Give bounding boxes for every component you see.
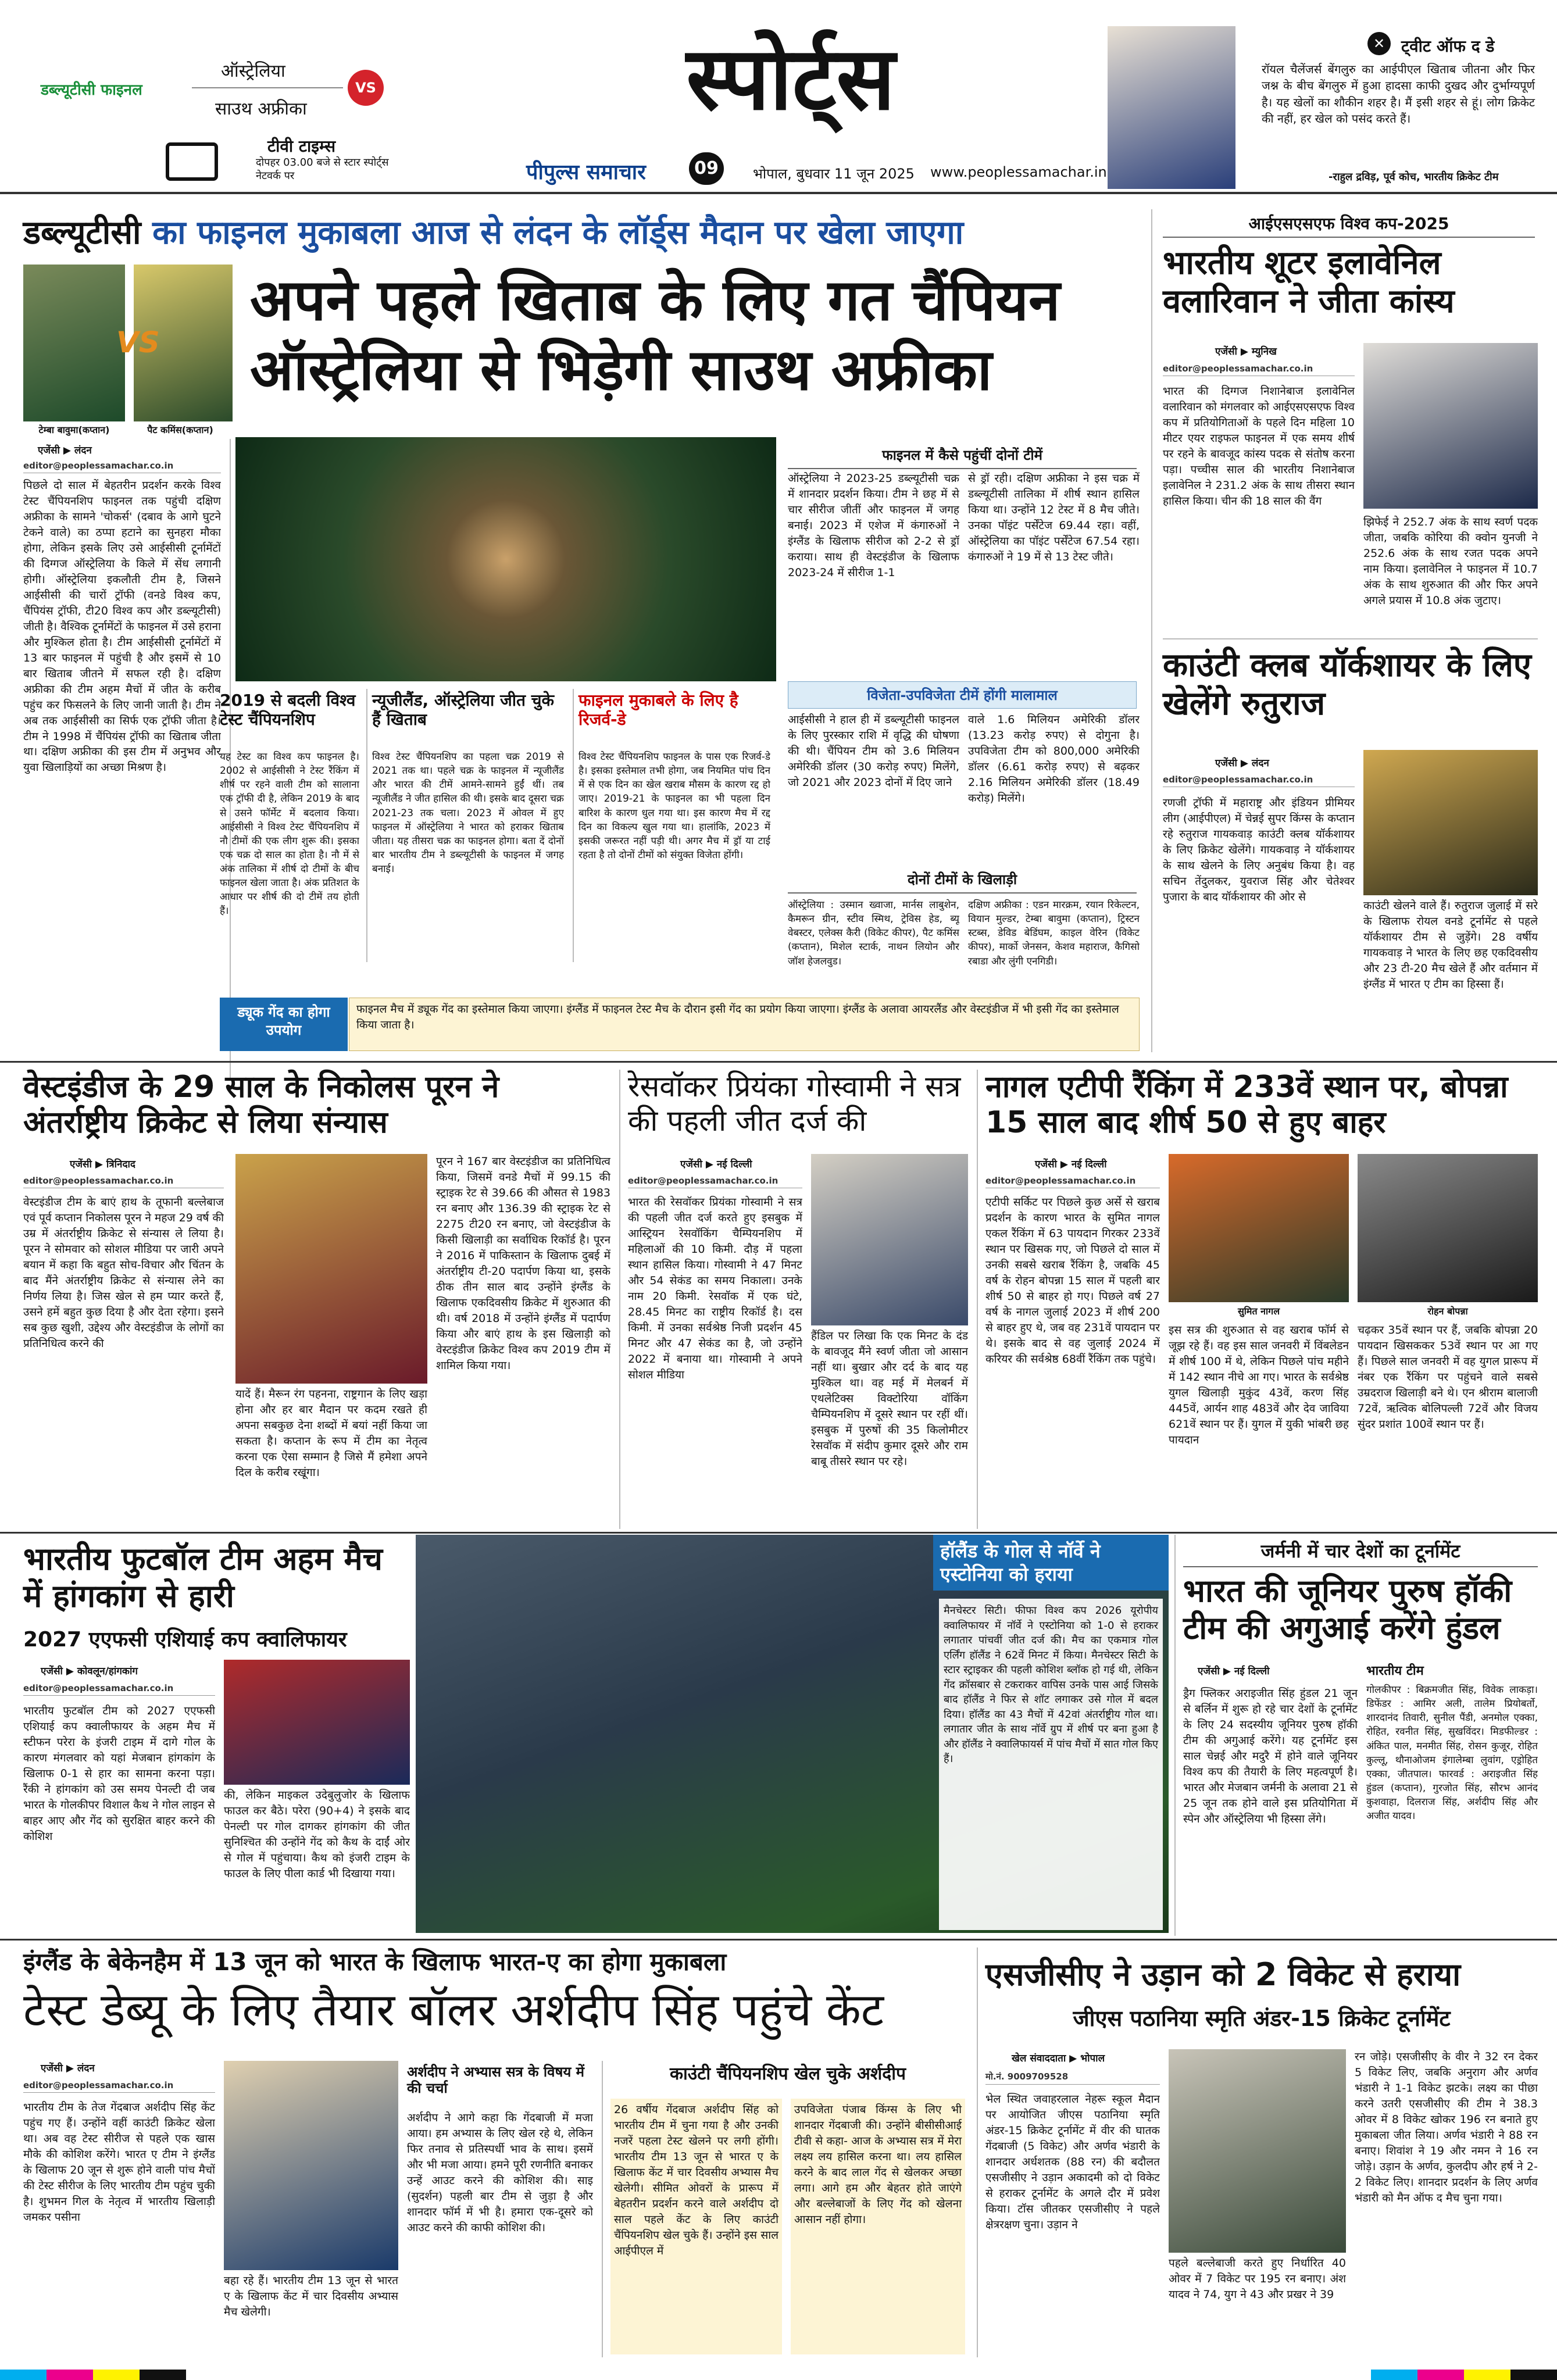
pooran-headline: वेस्टइंडीज के 29 साल के निकोलस पूरन ने अंतर्राष्ट्रीय क्रिकेट से लिया संन्यास: [23, 1070, 499, 1141]
arshdeep-photo: [224, 2061, 398, 2270]
wtc-kicker: [23, 214, 1151, 252]
hockey-byline: एजेंसी ▶ नई दिल्ली: [1198, 1666, 1270, 1677]
priyanka-byline: एजेंसी ▶ नई दिल्ली: [680, 1159, 752, 1170]
bopanna-photo: [1358, 1154, 1538, 1302]
wtc-sub2-title: न्यूजीलैंड, ऑस्ट्रेलिया जीत चुके हैं खिताब: [372, 691, 555, 730]
squads-title: दोनों टीमों के खिलाड़ी: [788, 866, 1137, 894]
football-subhead: 2027 एएफसी एशियाई कप क्वालिफायर: [23, 1628, 347, 1652]
sgca-body-3: रन जोड़े। एसजीसीए के वीर ने 32 रन देकर 5 विकेट लिए, जबकि अनुराग और अर्णव भंडारी ने 1-1 विकेट झटके। लक्ष्य का पीछा करने उतरी एसजीसीए की टीम ने 38.3 ओवर में 8 विकेट खोकर 196 रन बनाते हुए मुकाबला जीत लिया। अर्णव भंडारी ने 88 रन बनाए। शिवांश ने 19 और नमन ने 16 रन जोड़े। उड़ान के अर्णव, कुलदीप और हर्ष ने 2-2 विकेट लिए। शानदार प्रदर्शन के लिए अर्णव भंडारी को मैन ऑफ द मैच चुना गया।: [1355, 2050, 1538, 2204]
path-body-2: से ड्रॉ रही। दक्षिण अफ्रीका ने इस चक्र में डब्ल्यूटीसी तालिका में शीर्ष स्थान हासिल किया था। उन्होंने 12 टेस्ट में 8 मैच जीते। उनका पॉइंट पर्सेंटेज 69.44 रहा। वहीं, ऑस्ट्रेलिया का पॉइंट पर्सेंटेज 67.54 रहा। कंगारुओं ने 19 में से 13 टेस्ट जीते।: [968, 472, 1140, 563]
sgca-subhead: जीएस पठानिया स्मृति अंडर-15 क्रिकेट टूर्नामेंट: [1073, 2006, 1451, 2031]
hockey-team-title: भारतीय टीम: [1366, 1664, 1424, 1678]
shooter-body-1: भारत की दिग्गज निशानेबाज इलावेनिल वलारिवान को मंगलवार को आईएसएसएफ विश्व कप में प्रतियोगिताओं के पहले दिन महिला 10 मीटर एयर राइफल फाइनल में एक समय शीर्ष पर रहने के बावजूद कांस्य पदक से संतोष करना पड़ा। पच्चीस साल की भारतीय निशानेबाज इलावेनिल ने 231.2 अंक के साथ तीसरा स्थान हासिल किया। चीन की 18 साल की वैंग: [1163, 385, 1355, 508]
sgca-phone: मो.नं. 9009709528: [985, 2071, 1160, 2085]
paper-name: पीपुल्स समाचार: [526, 160, 646, 184]
wtc-sub2-body: विश्व टेस्ट चैंपियनशिप का पहला चक्र 2019 से 2021 तक था। पहले चक्र के फाइनल में न्यूजीलैंड और भारत की टीमें आमने-सामने हुईं थीं। तब न्यूजीलैंड ने जीत हासिल की थी। इसके बाद दूसरा चक्र 2021-23 तक चला। 2023 में ओवल में हुए फाइनल में ऑस्ट्रेलिया ने भारत को हराकर खिताब जीता। यह तीसरा चक्र का फाइनल होगा। बता दें दोनों बार भारतीय टीम ने डब्ल्यूटीसी के फाइनल में जगह बनाई।: [372, 751, 564, 875]
shooter-photo: [1363, 343, 1538, 509]
wtc-sub3-body: विश्व टेस्ट चैंपियनशिप फाइनल के पास एक रिजर्व-डे है। इसका इस्तेमाल तभी होगा, जब नियमित पांच दिन में से एक दिन का खेल खराब मौसम के कारण रद्द हो जाए। 2019-21 के फाइनल का भी पहला दिन बारिश के कारण धुल गया था। इस कारण मैच में रद्द दिन का विकल्प खुल गया था। हालांकि, 2023 में इसकी जरूरत नहीं पड़ी थी। अगर मैच में ड्रॉ या टाई रहता है तो दोनों टीमों को संयुक्त विजेता होंगी।: [578, 751, 770, 861]
sgca-photo: [1169, 2049, 1346, 2253]
registration-strip-c: [0, 2370, 47, 2380]
registration-strip-y: [93, 2370, 140, 2380]
x-icon: ✕: [1367, 32, 1391, 55]
vs-badge: VS: [348, 70, 384, 106]
tweet-author: -राहुल द्रविड़, पूर्व कोच, भारतीय क्रिकेट टीम: [1329, 171, 1499, 183]
nagal-caption: सुमित नागल: [1237, 1306, 1280, 1317]
hockey-body: ड्रैग फ्लिकर अराइजीत सिंह हुंडल 21 जून से बर्लिन में शुरू हो रहे चार देशों के टूर्नामेंट के लिए 24 सदस्यीय जूनियर पुरुष हॉकी टीम की अगुआई करेंगे। यह टूर्नामेंट इस साल चेन्नई और मदुरै में होने वाले जूनियर विश्व कप की तैयारी के लिए महत्वपूर्ण है। भारत और मेजबान जर्मनी के अलावा 21 से 25 जून तक होने वाले इस प्रतियोगिता में स्पेन और ऑस्ट्रेलिया भी हिस्सा लेंगे।: [1183, 1687, 1358, 1825]
hockey-kicker: जर्मनी में चार देशों का टूर्नामेंट: [1183, 1541, 1538, 1567]
arshdeep-headline: टेस्ट डेब्यू के लिए तैयार बॉलर अर्शदीप सिंह पहुंचे केंट: [23, 1984, 884, 2036]
registration-strip-k: [140, 2370, 186, 2380]
prize-title: विजेता-उपविजेता टीमें होंगी मालामाल: [788, 681, 1137, 709]
duke-text: फाइनल मैच में ड्यूक गेंद का इस्तेमाल किया जाएगा। इंग्लैंड में फाइनल टेस्ट मैच के दौरान इसी गेंद का प्रयोग किया जाएगा। इंग्लैंड के अलावा आयरलैंड और वेस्टइंडीज में भी इसी गेंद का इस्तेमाल किया जाता है।: [349, 998, 1140, 1051]
registration-strip-k2: [1510, 2370, 1557, 2380]
haaland-overlay: हॉलैंड के गोल से नॉर्वे ने एस्टोनिया को हराया: [933, 1535, 1169, 1591]
arshdeep-email: editor@peoplessamachar.co.in: [23, 2080, 215, 2093]
pooran-body-1: वेस्टइंडीज टीम के बाएं हाथ के तूफानी बल्लेबाज एवं पूर्व कप्तान निकोलस पूरन ने महज 29 वर्ष की उम्र में अंतर्राष्ट्रीय क्रिकेट से संन्यास ले लिया है। पूरन ने सोमवार को सोशल मीडिया पर जारी अपने बयान में कहा कि बहुत सोच-विचार और चिंतन के बाद मैंने अंतर्राष्ट्रीय क्रिकेट से संन्यास लेने का निर्णय लिया है। जिस खेल से हम प्यार करते हैं, उसने हमें बहुत कुछ दिया है और देता रहेगा। इसने सब कुछ खुशी, उद्देश्य और वेस्टइंडीज के लोगों का प्रतिनिधित्व करने की: [23, 1196, 224, 1350]
wtc-kicker-b: का फाइनल मुकाबला आज से लंदन के लॉर्ड्स मैदान पर खेला जाएगा: [152, 214, 964, 252]
priyanka-headline: रेसवॉकर प्रियंका गोस्वामी ने सत्र की पहली जीत दर्ज की: [628, 1070, 961, 1138]
wtc-email: editor@peoplessamachar.co.in: [23, 460, 221, 473]
tv-text: दोपहर 03.00 बजे से स्टार स्पोर्ट्स नेटवर्क पर: [256, 156, 389, 183]
sgca-byline: खेल संवाददाता ▶ भोपाल: [1012, 2053, 1105, 2064]
team1-label: ऑस्ट्रेलिया: [221, 61, 285, 81]
bopanna-caption: रोहन बोपन्ना: [1427, 1306, 1468, 1317]
wtc-label: डब्ल्यूटीसी फाइनल: [41, 81, 142, 99]
ruturaj-body-1: रणजी ट्रॉफी में महाराष्ट्र और इंडियन प्रीमियर लीग (आईपीएल) में चेन्नई सुपर किंग्स के कप्तान रहे रुतुराज गायकवाड़ काउंटी क्लब यॉर्कशायर के लिए क्रिकेट खेलेंगे। गायकवाड़ ने यॉर्कशायर के साथ खेलने के लिए अनुबंध किया है। वह सचिन तेंदुलकर, युवराज सिंह और चेतेश्वर पुजारा के बाद यॉर्कशायर की ओर से: [1163, 796, 1355, 903]
squad-aus: ऑस्ट्रेलिया : उस्मान ख्वाजा, मार्नस लाबुशेन, कैमरून ग्रीन, स्टीव स्मिथ, ट्रेविस हेड, ब्यू वेबस्टर, एलेक्स कैरी (विकेट कीपर), पैट कमिंस (कप्तान), मिशेल स्टार्क, नाथन लियोन और जॉश हेजलवुड।: [788, 899, 959, 967]
team2-label: साउथ अफ्रीका: [215, 99, 307, 119]
sgca-body-2: पहले बल्लेबाजी करते हुए निर्धारित 40 ओवर में 7 विकेट पर 195 रन बनाए। अंश यादव ने 74, युग ने 43 और प्रखर ने 39: [1169, 2257, 1346, 2301]
tweet-label: ट्वीट ऑफ द डे: [1401, 37, 1495, 56]
nagal-body-2: इस सत्र की शुरुआत से वह खराब फॉर्म से जूझ रहे हैं। वह इस साल जनवरी में विंबलेडन में शीर्ष 100 में थे, लेकिन पिछले पांच महीने में 142 स्थान नीचे आ गए। भारत के सर्वश्रेष्ठ युगल खिलाड़ी मुकुंद 43वें, करण सिंह 445वें, आर्यन शाह 483वें और देव जाविया 621वें स्थान पर हैं। युगल में युकी भांबरी छह पायदान: [1169, 1324, 1349, 1446]
nagal-byline: एजेंसी ▶ नई दिल्ली: [1035, 1159, 1107, 1170]
wtc-sub3-title: फाइनल मुकाबले के लिए है रिजर्व-डे: [578, 691, 738, 730]
squad-sa: दक्षिण अफ्रीका : एडन मारक्रम, रयान रिकेल्टन, वियान मुल्डर, टेम्बा बावुमा (कप्तान), ट्रिस्टन स्टब्स, डेविड बेडिंघम, काइल वेरिन (विकेट कीपर), मार्को जेनसन, केशव महाराज, कैगिसो रबाडा और लुंगी एनगिडी।: [968, 899, 1140, 967]
pooran-body-3: पूरन ने 167 बार वेस्टइंडीज का प्रतिनिधित्व किया, जिसमें वनडे मैचों में 99.15 की स्ट्राइक रेट से 39.66 की औसत से 1983 रन बनाए और 136.39 की स्ट्राइक रेट से 2275 टी20 रन बनाए, जो वेस्टइंडीज के किसी खिलाड़ी का सर्वाधिक रिकॉर्ड है। पूरन ने 2016 में पाकिस्तान के खिलाफ दुबई में अंतर्राष्ट्रीय टी-20 पदार्पण किया था, इसके ठीक तीन साल बाद उन्होंने इंग्लैंड के खिलाफ एकदिवसीय क्रिकेट में शुरुआत की थी। वर्ष 2018 में उन्होंने इंग्लैंड में पदार्पण किया और बाएं हाथ के इस खिलाड़ी को वेस्टइंडीज क्रिकेट विश्व कप 2019 टीम में शामिल किया गया।: [436, 1155, 610, 1372]
county-body-2: उपविजेता पंजाब किंग्स के लिए भी शानदार गेंदबाजी की। उन्होंने बीसीसीआई टीवी से कहा- आज के अभ्यास सत्र में मेरा लक्ष्य लय हासिल करना था। लय हासिल करने के बाद लाल गेंद से खेलकर अच्छा लगा। आगे हम और बेहतर होते जाएंगे और बल्लेबाजों के लिए गेंद को खेलना आसान नहीं होगा।: [791, 2099, 965, 2354]
tv-label: टीवी टाइम्स: [267, 137, 336, 156]
nagal-body-3: चढ़कर 35वें स्थान पर हैं, जबकि बोपन्ना 20 पायदान खिसककर 53वें स्थान पर आ गए हैं। पिछले साल जनवरी में वह युगल प्रारूप में नंबर एक रैंकिंग पर पहुंचने वाले सबसे उम्रदराज खिलाड़ी बने थे। एन श्रीराम बालाजी 72वें, ऋत्विक बोलिपल्ली 72वें और विजय सुंदर प्रशांत 100वें स्थान पर हैं।: [1358, 1324, 1538, 1431]
prize-body-2: वाले 1.6 मिलियन अमेरिकी डॉलर (13.23 करोड़ रुपए) से दोगुना है। उपविजेता टीम को 800,000 अमेरिकी डॉलर (6.61 करोड़ रुपए) से बढ़कर 2.16 मिलियन अमेरिकी डॉलर (18.49 करोड़) मिलेंगे।: [968, 713, 1140, 805]
priyanka-body-1: भारत की रेसवॉकर प्रियंका गोस्वामी ने सत्र की पहली जीत दर्ज करते हुए इसबुक में आस्ट्रियन रेसवॉकिंग चैम्पियनशिप में महिलाओं की 10 किमी. दौड़ में पहला स्थान हासिल किया। गोस्वामी ने 47 मिनट और 54 सेकंड का समय निकाला। उनके नाम 20 किमी. रेसवॉक में एक घंटे, 28.45 मिनट का राष्ट्रीय रिकॉर्ड है। दस किमी. में उनका सर्वश्रेष्ठ निजी प्रदर्शन 45 मिनट और 47 सेकंड का है, जो उन्होंने 2022 में बनाया था। गोस्वामी ने अपने सोशल मीडिया: [628, 1196, 802, 1381]
ruturaj-headline: काउंटी क्लब यॉर्कशायर के लिए खेलेंगे रुतुराज: [1163, 646, 1531, 723]
tv-icon: [166, 142, 218, 181]
ruturaj-body-2: काउंटी खेलने वाले हैं। रुतुराज जुलाई में सरे के खिलाफ रोयल वनडे टूर्नामेंट से पहले यॉर्कशायर टीम से जुड़ेंगे। 28 वर्षीय गायकवाड़ ने भारत के लिए छह एकदिवसीय और 23 टी-20 मैच खेले हैं और वर्तमान में इंग्लैंड में भारत ए टीम का हिस्सा हैं।: [1363, 899, 1538, 991]
arshdeep-sub-title: अर्शदीप ने अभ्यास सत्र के विषय में की चर्चा: [407, 2064, 584, 2097]
tweet-text: रॉयल चैलेंजर्स बेंगलुरु का आईपीएल खिताब जीतना और फिर जश्न के बीच बेंगलुरु में हुआ हादसा काफी दुखद और दुर्भाग्यपूर्ण है। यह खेलों का शौकीन शहर है। मैं इसी शहर से हूं। लोग क्रिकेट की नहीं, हर खेल को पसंद करते हैं।: [1262, 62, 1535, 126]
nagal-headline: नागल एटीपी रैंकिंग में 233वें स्थान पर, बोपन्ना 15 साल बाद शीर्ष 50 से हुए बाहर: [985, 1070, 1508, 1141]
county-title: काउंटी चैंपियनशिप खेल चुके अर्शदीप: [669, 2064, 906, 2084]
prize-body-1: आईसीसी ने हाल ही में डब्ल्यूटीसी फाइनल के लिए पुरस्कार राशि में वृद्धि की घोषणा की थी। चैंपियन टीम को 3.6 मिलियन अमेरिकी डॉलर (30 करोड़ रुपए) मिलेंगे, जो 2021 और 2023 दोनों में दिए जाने: [788, 713, 959, 789]
registration-strip-m: [47, 2370, 93, 2380]
football-byline: एजेंसी ▶ कोवलून/हांगकांग: [41, 1666, 138, 1677]
shooter-kicker: आईएसएसएफ विश्व कप-2025: [1163, 214, 1535, 238]
arshdeep-body-2: बहा रहे हैं। भारतीय टीम 13 जून से भारत ए के खिलाफ केंट में चार दिवसीय अभ्यास मैच खेलेगी।: [224, 2274, 398, 2318]
wtc-headline-1: अपने पहले खिताब के लिए गत चैंपियन: [250, 267, 1060, 334]
bavuma-photo: [23, 265, 125, 421]
nagal-photo: [1169, 1154, 1349, 1302]
hockey-headline: भारत की जूनियर पुरुष हॉकी टीम की अगुआई करेंगे हुंडल: [1183, 1573, 1512, 1646]
shooter-email: editor@peoplessamachar.co.in: [1163, 363, 1355, 376]
dateline: भोपाल, बुधवार 11 जून 2025: [753, 166, 915, 182]
registration-strip-m2: [1417, 2370, 1464, 2380]
pooran-email: editor@peoplessamachar.co.in: [23, 1175, 224, 1188]
shooter-body-2: झिफेई ने 252.7 अंक के साथ स्वर्ण पदक जीता, जबकि कोरिया की क्वोन युनजी ने 252.6 अंक के साथ रजत पदक अपने नाम किया। इलावेनिल ने फाइनल में 10.7 अंक के साथ शुरुआत की और फिर अपने अगले प्रयास में 10.8 अंक जुटाए।: [1363, 516, 1538, 607]
ruturaj-photo: [1363, 750, 1538, 895]
football-body-1: भारतीय फुटबॉल टीम को 2027 एएफसी एशियाई कप क्वालीफायर के अहम मैच में स्टीफन परेरा के इंजरी टाइम में दागे गोल के कारण मंगलवार को यहां मेजबान हांगकांग के खिलाफ 0-1 से हार का सामना करना पड़ा। रैंकी ने हांगकांग को उस समय पेनल्टी दी जब भारत के गोलकीपर विशाल कैथ ने गोल लाइन से बाहर आए और गेंद को सुरक्षित बाहर करने की कोशिश: [23, 1704, 215, 1843]
masthead: [0, 0, 1557, 198]
football-email: editor@peoplessamachar.co.in: [23, 1683, 215, 1696]
path-body-1: ऑस्ट्रेलिया ने 2023-25 डब्ल्यूटीसी चक्र में शानदार प्रदर्शन किया। टीम ने छह में से चार सीरीज जीतीं और फाइनल में जगह बनाई। 2023 में एशेज में कंगारुओं ने इंग्लैंड के खिलाफ सीरीज को 2-2 से ड्रॉ कराया। साथ ही वेस्टइंडीज के खिलाफ 2023-24 में सीरीज 1-1: [788, 472, 959, 579]
vs-graphic: VS: [116, 326, 160, 359]
nagal-email: editor@peoplessamachar.co.in: [985, 1175, 1160, 1188]
wtc-body: पिछले दो साल में बेहतरीन प्रदर्शन करके विश्व टेस्ट चैंपियनशिप फाइनल तक पहुंची दक्षिण अफ्रीका के सामने 'चोकर्स' (दबाव के आगे घुटने टेकने वाले) का ठप्पा हटाने का सुनहरा मौका होगा, लेकिन इसके लिए उसे आईसीसी टूर्नामेंटों की दिग्गज ऑस्ट्रेलिया के किले में सेंध लगानी होगी। ऑस्ट्रेलिया इकलौती टीम है, जिसने आईसीसी की चारों ट्रॉफी (वनडे विश्व कप, चैंपियंस ट्रॉफी, टी20 विश्व कप और डब्ल्यूटीसी) जीती है। वैश्विक टूर्नामेंटों के फाइनल में उसे हराना और मुश्किल होता है। टीम आईसीसी टूर्नामेंटों में 13 बार फाइनल में पहुंची है और इसमें से 10 बार खिताब जीतने में सफल रही है। दक्षिण अफ्रीका की टीम अहम मैचों में जीत के करीब पहुंच कर फिसलने के लिए जानी जाती है। टीम ने अब तक आईसीसी का सिर्फ एक ट्रॉफी जीता है। टीम ने 1998 में चैंपियंस ट्रॉफी का खिताब जीता था। दक्षिण अफ्रीका की इस टीम में अनुभव और युवा खिलाड़ियों का अच्छा मिश्रण है।: [23, 479, 221, 774]
dravid-photo: [1108, 26, 1235, 189]
hockey-team: गोलकीपर : बिक्रमजीत सिंह, विवेक लाकड़ा। डिफेंडर : आमिर अली, तालेम प्रियोबर्तो, शारदानंद तिवारी, सुनील पैंडी, अनमोल एक्का, रोहित, रवनीत सिंह, सुखविंदर। मिडफील्डर : अंकित पाल, मनमीत सिंह, रोसन कुजूर, रोहित कुल्लू, थौनाओजम इंगालेम्बा लुवांग, एड्रोहित एक्का, जीतपाल। फारवर्ड : अराइजीत सिंह हुंडल (कप्तान), गुरजोत सिंह, सौरभ आनंद कुशवाहा, दिलराज सिंह, अर्शदीप सिंह और अजीत यादव।: [1366, 1684, 1538, 1822]
wtc-sub1-body: यह टेस्ट का विश्व कप फाइनल है। 2002 से आईसीसी ने टेस्ट रैंकिंग में शीर्ष पर रहने वाली टीम को सालाना एक ट्रॉफी दी है, लेकिन 2019 के बाद से उसने फॉर्मेट में बदलाव किया। आईसीसी ने विश्व टेस्ट चैंपियनशिप में नौ टीमों की एक लीग शुरू की। इसका एक चक्र दो साल का होता है। नौ में से अंक तालिका में शीर्ष दो टीमों के बीच फाइनल खेला जाता है। अंक प्रतिशत के आधार पर शीर्ष की दो टीमें तय होती हैं।: [220, 751, 359, 917]
arshdeep-body-1: भारतीय टीम के तेज गेंदबाज अर्शदीप सिंह केंट पहुंच गए हैं। उन्होंने वहीं काउंटी क्रिकेट खेला था। अब वह टेस्ट सीरीज से पहले एक खास मौके की कोशिश करेंगे। भारत ए टीम ने इंग्लैंड के खिलाफ 20 जून से शुरू होने वाली पांच मैचों की टेस्ट सीरीज के लिए भारतीय टीम पहुंच चुकी है। शुभमन गिल के नेतृत्व में भारतीय खिलाड़ी जमकर पसीना: [23, 2101, 215, 2224]
pooran-byline: एजेंसी ▶ त्रिनिदाद: [70, 1159, 135, 1170]
pooran-body-2: यादें हैं। मैरून रंग पहनना, राष्ट्रगान के लिए खड़ा होना और हर बार मैदान पर कदम रखते ही अपना सबकुछ देना शब्दों में बयां नहीं किया जा सकता है। कप्तान के रूप में टीम का नेतृत्व करना एक ऐसा सम्मान है जिसे मैं हमेशा अपने दिल के करीब रखूंगा।: [235, 1388, 427, 1479]
shooter-byline: एजेंसी ▶ म्युनिख: [1215, 346, 1277, 358]
ruturaj-email: editor@peoplessamachar.co.in: [1163, 774, 1355, 787]
section-title: स्पोर्ट्स: [686, 27, 895, 130]
football-body-2: की, लेकिन माइकल उदेबुलुजोर के खिलाफ फाउल कर बैठे। परेरा (90+4) ने इसके बाद पेनल्टी पर गोल दागकर हांगकांग की जीत सुनिश्चित की उन्होंने गेंद को कैथ के दाईं ओर से गोल में पहुंचाया। कैथ को इंजरी टाइम के फाउल के लिए पीला कार्ड भी दिखाया गया।: [224, 1789, 410, 1880]
duke-label: ड्यूक गेंद का होगा उपयोग: [220, 998, 348, 1051]
pooran-photo: [235, 1154, 427, 1384]
cummins-caption: पैट कमिंस(कप्तान): [147, 424, 213, 435]
shooter-headline: भारतीय शूटर इलावेनिल वलारिवान ने जीता कांस्य: [1163, 244, 1455, 321]
arshdeep-kicker: इंग्लैंड के बेकेनहैम में 13 जून को भारत के खिलाफ भारत-ए का होगा मुकाबला: [23, 1947, 727, 1976]
wtc-headline-2: ऑस्ट्रेलिया से भिड़ेगी साउथ अफ्रीका: [250, 337, 992, 403]
path-title: फाइनल में कैसे पहुंचीं दोनों टीमें: [788, 442, 1137, 469]
ruturaj-byline: एजेंसी ▶ लंदन: [1215, 757, 1269, 769]
priyanka-body-2: हैंडिल पर लिखा कि एक मिनट के दंड के बावजूद मैंने स्वर्ण जीता जो आसान नहीं था। बुखार और दर्द के बाद यह मुश्किल था। वह मई में मेलबर्न में एथलेटिक्स विक्टोरिया वॉकिंग चैम्पियनशिप में दूसरे स्थान पर रहीं थीं। इसबुक में पुरुषों की 35 किलोमीटर रेसवॉक में संदीप कुमार दूसरे और राम बाबू तीसरे स्थान पर रहे।: [811, 1330, 968, 1468]
priyanka-email: editor@peoplessamachar.co.in: [628, 1175, 802, 1188]
registration-strip-c2: [1371, 2370, 1417, 2380]
arshdeep-sub-body: अर्शदीप ने आगे कहा कि गेंदबाजी में मजा आया। हम अभ्यास के लिए खेल रहे थे, लेकिन फिर तनाव से प्रतिस्पर्धी भाव के साथ। इसमें और भी मजा आया। हमने पूरी रणनीति बनाकर उन्हें आउट करने की कोशिश की। साइ (सुदर्शन) पहली बार टीम से जुड़ा है और शानदार फॉर्म में भी है। हमारा एक-दूसरे को आउट करने की काफी कोशिश की।: [407, 2111, 593, 2234]
bavuma-caption: टेम्बा बावुमा(कप्तान): [38, 424, 110, 435]
football-photo: [224, 1660, 410, 1785]
wtc-byline: एजेंसी ▶ लंदन: [38, 445, 92, 456]
wtc-kicker-a: डब्ल्यूटीसी: [23, 214, 141, 252]
wtc-trophy-photo: [235, 437, 776, 681]
sgca-headline: एसजीसीए ने उड़ान को 2 विकेट से हराया: [985, 1956, 1461, 1993]
haaland-body: मैनचेस्टर सिटी। फीफा विश्व कप 2026 यूरोपीय क्वालिफायर में नॉर्वे ने एस्टोनिया को 1-0 से हराकर लगातार पांचवीं जीत दर्ज की। मैच का एकमात्र गोल एर्लिंग हॉलैंड ने 62वें मिनट में किया। मैनचेस्टर सिटी के स्टार स्ट्राइकर की पहली कोशिश ब्लॉक हो गई थी, लेकिन गेंद क्रॉसबार से टकराकर वापिस उनके पास आई जिसके बाद हॉलैंड ने फिर से शॉट लगाकर उसे गोल में बदल दिया। हॉलैंड का 43 मैचों में 42वां अंतर्राष्ट्रीय गोल था। लगातार जीत के साथ नॉर्वे ग्रुप में शीर्ष पर बना हुआ है और हॉलैंड ने क्वालिफायर्स में पांच मैचों में सात गोल किए हैं।: [939, 1599, 1163, 1930]
nagal-body-1: एटीपी सर्किट पर पिछले कुछ अर्से से खराब प्रदर्शन के कारण भारत के सुमित नागल एकल रैंकिंग में 63 पायदान गिरकर 233वें स्थान पर खिसक गए, जो पिछले दो साल में उनकी सबसे खराब रैंकिंग है, जबकि 45 वर्ष के रोहन बोपन्ना 15 साल में पहली बार शीर्ष 50 से बाहर हो गए। पिछले वर्ष 27 वर्ष के नागल जुलाई 2023 में शीर्ष 200 से बाहर हुए थे, जब वह 231वें पायदान पर थे। इसके बाद से वह जुलाई 2024 में करियर की सर्वश्रेष्ठ 68वीं रैंकिंग तक पहुंचे।: [985, 1196, 1160, 1366]
page-number: 09: [689, 152, 724, 185]
football-headline: भारतीय फुटबॉल टीम अहम मैच में हांगकांग से हारी: [23, 1541, 383, 1614]
registration-strip-y2: [1464, 2370, 1510, 2380]
arshdeep-byline: एजेंसी ▶ लंदन: [41, 2063, 95, 2074]
county-body-1: 26 वर्षीय गेंदबाज अर्शदीप सिंह को भारतीय टीम में चुना गया है और उनकी नजरें पहला टेस्ट खेलने पर लगी होंगी। भारतीय टीम 13 जून से भारत ए के खिलाफ केंट में चार दिवसीय अभ्यास मैच खेलेगी। सीमित ओवरों के प्रारूप में बेहतरीन प्रदर्शन करने वाले अर्शदीप दो साल पहले केंट के लिए काउंटी चैंपियनशिप खेल चुके हैं। उन्होंने इस साल आईपीएल में: [610, 2099, 782, 2354]
wtc-sub1-title: 2019 से बदली विश्व टेस्ट चैंपियनशिप: [220, 691, 356, 730]
priyanka-photo: [811, 1154, 968, 1325]
sgca-body-1: भेल स्थित जवाहरलाल नेहरू स्कूल मैदान पर आयोजित जीएस पठानिया स्मृति अंडर-15 क्रिकेट टूर्नामेंट में वीर की घातक गेंदबाजी (5 विकेट) और अर्णव भंडारी के शानदार अर्धशतक (88 रन) की बदौलत एसजीसीए ने उड़ान अकादमी को दो विकेट से हराकर टूर्नामेंट के अगले दौर में प्रवेश किया। टॉस जीतकर एसजीसीए ने पहले क्षेत्ररक्षण चुना। उड़ान ने: [985, 2093, 1160, 2231]
website: www.peoplessamachar.in: [930, 164, 1107, 180]
